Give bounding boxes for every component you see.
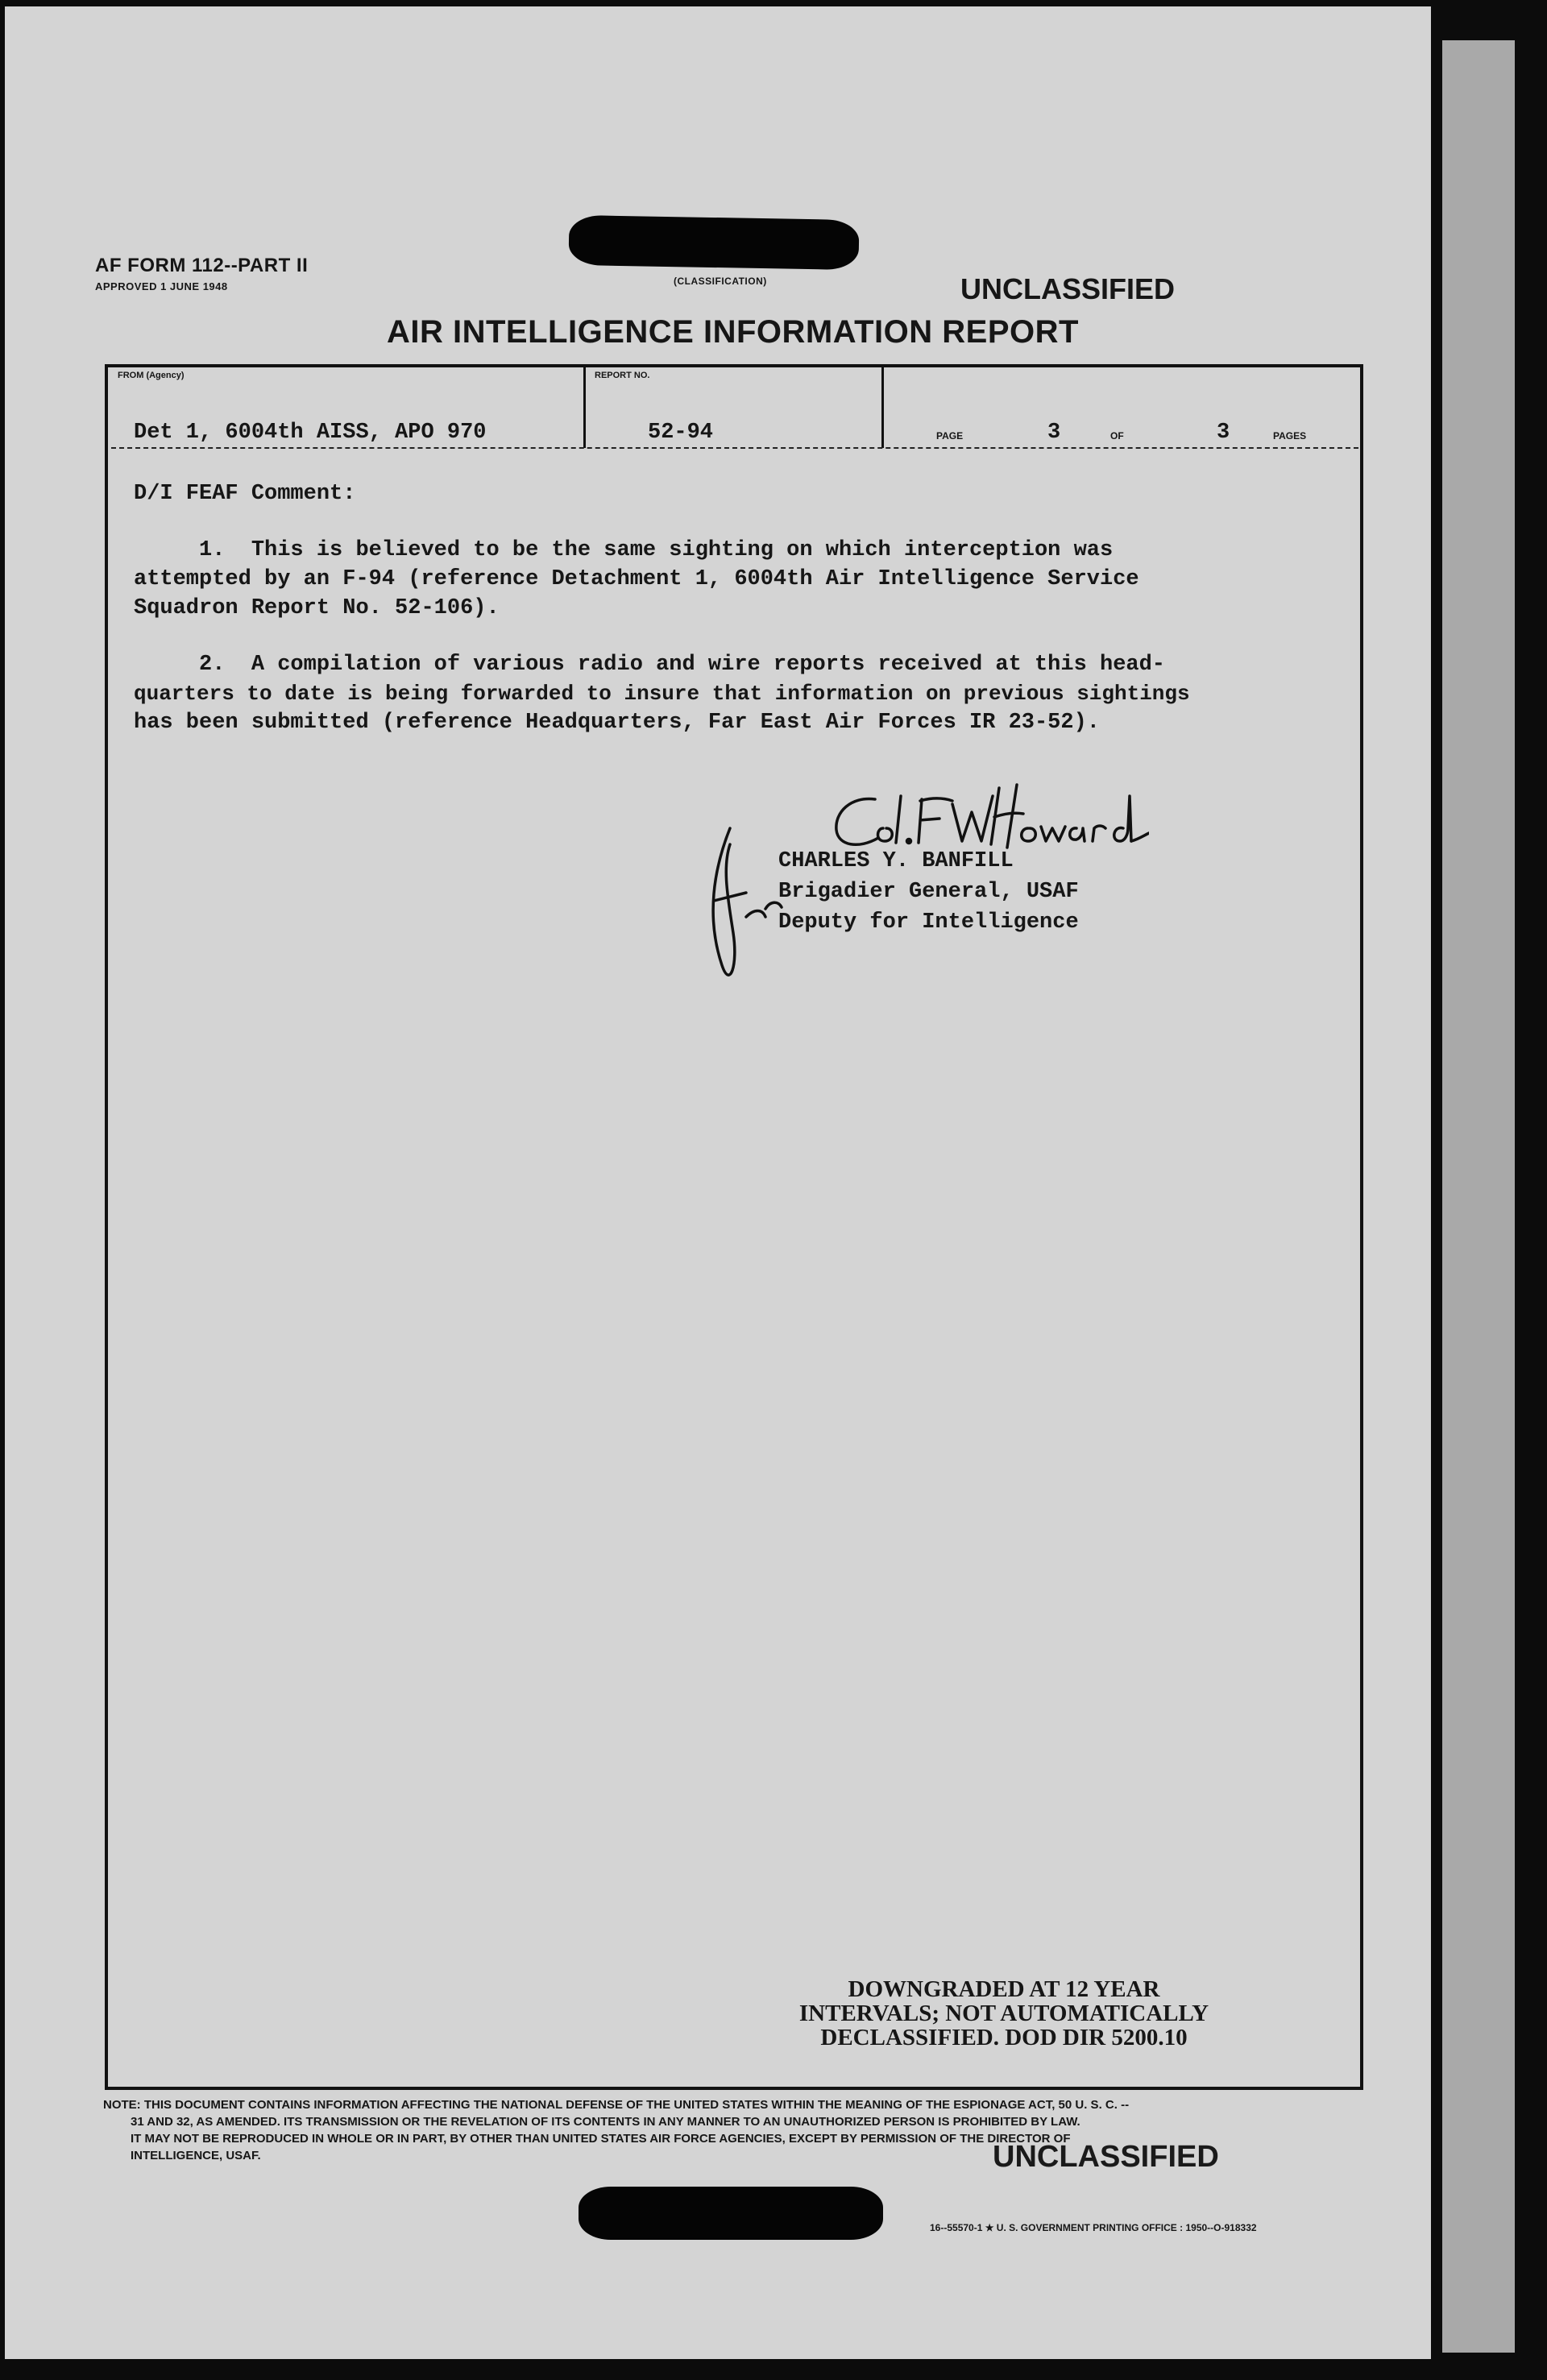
para-2-line-1: 2. A compilation of various radio and wire reports received at this head- (134, 653, 1166, 677)
page-label: PAGE (936, 430, 964, 442)
classification-label: (CLASSIFICATION) (674, 276, 767, 287)
from-value: Det 1, 6004th AISS, APO 970 (134, 421, 487, 445)
classification-stamp-top: UNCLASSIFIED (960, 272, 1176, 305)
para-1-line-3: Squadron Report No. 52-106). (134, 596, 500, 620)
pages-value: 3 (1217, 421, 1230, 445)
header-divider-1 (583, 367, 586, 448)
report-no-label: REPORT NO. (595, 371, 650, 380)
signer-name: CHARLES Y. BANFILL (778, 849, 1014, 873)
of-label: OF (1110, 430, 1124, 442)
header-divider-2 (881, 367, 884, 448)
document-page (5, 6, 1431, 2359)
para-1-line-1: 1. This is believed to be the same sighting on which interception was (134, 538, 1114, 562)
form-id: AF FORM 112--PART II (95, 255, 309, 276)
downgrade-line-2: INTERVALS; NOT AUTOMATICALLY (798, 2001, 1209, 2026)
body-heading: D/I FEAF Comment: (134, 482, 356, 506)
para-1-line-2: attempted by an F-94 (reference Detachment 1, 6004th Air Intelligence Service (134, 567, 1139, 591)
note-line-2: 31 AND 32, AS AMENDED. ITS TRANSMISSION OR THE REVELATION OF ITS CONTENTS IN ANY MANNER TO AN UNAUTHORIZED PERSON IS PROHIBITED BY LAW. (131, 2115, 1080, 2129)
signer-rank: Brigadier General, USAF (778, 880, 1079, 904)
back-sheet (1442, 40, 1515, 2353)
gpo-imprint: 16--55570-1 ★ U. S. GOVERNMENT PRINTING OFFICE : 1950--O-918332 (930, 2222, 1257, 2233)
note-line-1: NOTE: THIS DOCUMENT CONTAINS INFORMATION AFFECTING THE NATIONAL DEFENSE OF THE UNITED STATES WITHIN THE MEANING OF THE ESPIONAGE ACT, 50 U. S. C. -- (103, 2098, 1130, 2112)
downgrade-line-3: DECLASSIFIED. DOD DIR 5200.10 (820, 2025, 1188, 2050)
report-title: AIR INTELLIGENCE INFORMATION REPORT (387, 314, 1079, 350)
signer-position: Deputy for Intelligence (778, 910, 1079, 935)
downgrade-stamp (746, 1977, 1262, 2050)
page-value: 3 (1047, 421, 1061, 445)
report-no-value: 52-94 (648, 421, 714, 445)
header-rule (111, 447, 1358, 449)
from-label: FROM (Agency) (118, 371, 185, 380)
para-2-line-3: has been submitted (reference Headquarters, Far East Air Forces IR 23-52). (134, 711, 1100, 735)
redaction-bottom (579, 2187, 883, 2240)
downgrade-line-1: DOWNGRADED AT 12 YEAR (848, 1976, 1160, 2002)
note-line-4: INTELLIGENCE, USAF. (131, 2149, 261, 2162)
pages-label: PAGES (1273, 430, 1307, 442)
redaction-top (568, 215, 859, 270)
classification-stamp-bottom: UNCLASSIFIED (993, 2140, 1219, 2174)
note-line-3: IT MAY NOT BE REPRODUCED IN WHOLE OR IN PART, BY OTHER THAN UNITED STATES AIR FORCE AGENCIES, EXCEPT BY PERMISSION OF THE DIRECTOR OF (131, 2132, 1071, 2146)
form-approved-date: APPROVED 1 JUNE 1948 (95, 280, 228, 292)
para-2-line-2: quarters to date is being forwarded to insure that information on previous sightings (134, 682, 1190, 706)
form-frame (105, 364, 1363, 2090)
